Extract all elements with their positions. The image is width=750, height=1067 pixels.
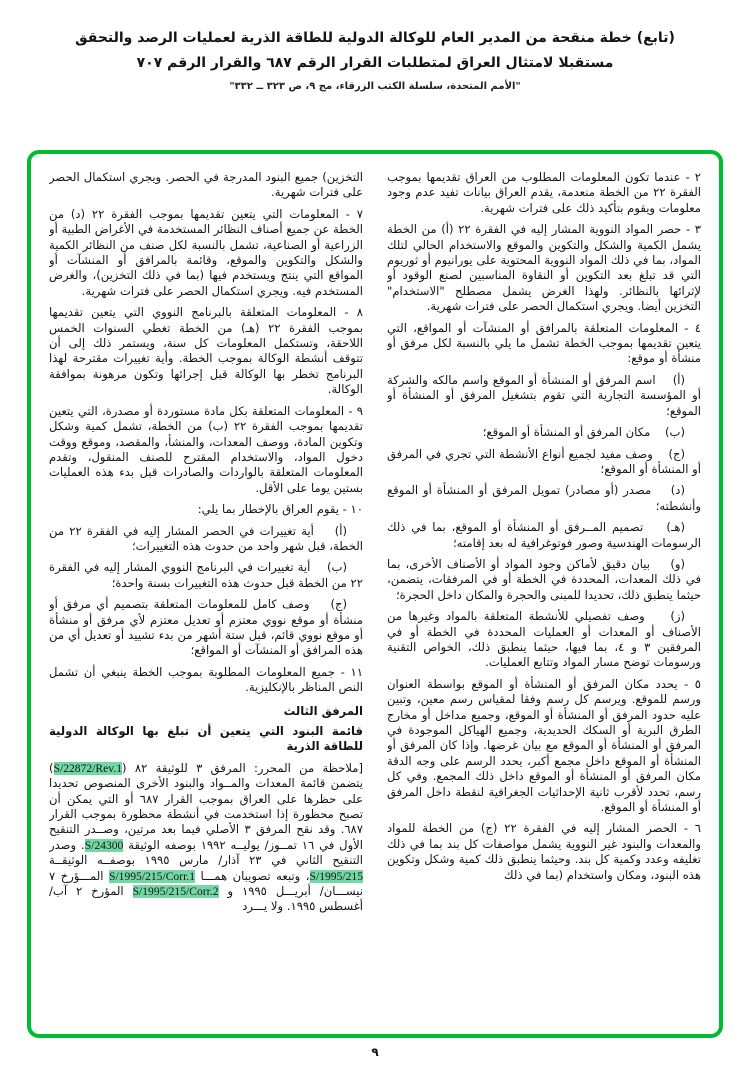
text-run: ٧ - المعلومات التي يتعين تقديمها بموجب الفقرة ٢٢ (د) من الخطة عن جميع أصناف النظائر المستخدمة في الأغراض الطبية أو الزراعية أو الصناعية، تشمل بالنسبة لكل صنف من النظائر الكمية والشكل والتكوين والموقع، وقائمة بالمرافق أو المنشآت أو المواقع التي ينتج ويستخدم فيها (بما في ذلك التخزين)، والغرض المستخدم فيه. ويجري استكمال الحصر على فترات شهرية. (49, 206, 363, 298)
document-symbol-highlight: S/1995/215 (309, 869, 363, 883)
editor-note (49, 761, 363, 915)
text-run: . وصدر التنقيح الثاني في ٢٣ آذار/ مارس ١٩٩٥ بوصفــه الوثيقــة (49, 837, 363, 868)
document-symbol-highlight: S/1995/215/Corr.2 (132, 885, 219, 899)
text-run: ٥ - يحدد مكان المرفق أو المنشأة أو الموقع بواسطة العنوان ورسم للموقع. ويرسم كل رسم وفقا لمقياس رسم معين، وتبين عليه حدود المرفق أو المنشأة أو الموقع، وجميع مداخل أو مخارج الطرق البرية أو السكك الحديدية، وجميع الهياكل الموجودة في المرفق أو المنشأة أو الموقع مع بيان غرضها. وإذا كان المرفق أو المنشأة أو الموقع داخل مجمع أكبر، يحدد الرسم على وجه الدقة مكان المرفق أو المنشأة أو الموقع داخل ذلك المجمع. وفي كل رسم، تحدد لأقرب ثانية الإحداثيات الجغرافية لنقطة داخل المرفق أو المنشأة أو الموقع. (387, 676, 701, 815)
paragraph (387, 520, 701, 551)
text-run: ٣ - حصر المواد النووية المشار إليه في الفقرة ٢٢ (أ) من الخطة يشمل الكمية والشكل والتكوين والموقع والاستخدام الحالي لتلك المواد، بما في ذلك المواد النووية المحتوية على يورانيوم أو ثوريوم التي قد تبلغ بعد التكوين أو النقاوة المناسبين لصنع الوقود أو لإثرائها بالنظائر. ولهذا الغرض يشمل مصطلح "الاستخدام" التخزين أيضا. ويجري استكمال الحصر على فترات شهرية. (387, 222, 701, 314)
header-title-line1: (تابع) خطة منقحة من المدير العام للوكالة الدولية للطاقة الذرية لعمليات الرصد والتحقق (75, 30, 675, 46)
text-run: (أ) أية تغييرات في الحصر المشار إليه في الفقرة ٢٢ من الخطة، قبل شهر واحد من حدوث هذه التغييرات؛ (49, 523, 363, 553)
paragraph (49, 597, 363, 659)
paragraph (49, 560, 363, 591)
text-run: [ملاحظة من المحرر: المرفق ٣ للوثيقة ٨٢ ( (122, 760, 363, 775)
text-run: ، وتبعه تصويبان همـــا (195, 868, 310, 883)
text-run: ٤ - المعلومات المتعلقة بالمرافق أو المنشآت أو المواقع، التي يتعين تقديمها بموجب الخطة تشمل ما يلي بالنسبة لكل مرفق أو منشأة أو موقع: (387, 320, 701, 366)
text-run: ١٠ - يقوم العراق بالإخطار بما يلي: (197, 502, 363, 517)
paragraph (387, 483, 701, 514)
paragraph (387, 557, 701, 603)
text-run: (ب) مكان المرفق أو المنشأة أو الموقع؛ (482, 425, 685, 440)
text-run: المرفق الثالث (283, 703, 363, 718)
header-source-line: "الأمم المتحدة، سلسلة الكتب الزرقاء، مج ٩، ص ٣٢٣ ــ ٣٣٢" (229, 81, 521, 92)
paragraph (387, 222, 701, 314)
text-run: ٨ - المعلومات المتعلقة بالبرنامج النووي التي يتعين تقديمها بموجب الفقرة ٢٢ (هـ) من الخطة تغطي السنوات الخمس اللاحقة، وتستكمل المعلومات كل سنة، ويستمر ذلك إلى أن تتوقف أنشطة الوكالة بموجب الخطة. وأية تغييرات مقترحة لهذا البرنامج تخطر بها الوكالة قبل إجرائها وتكون مرهونة بموافقة الوكالة. (49, 305, 363, 397)
text-run: (ب) أية تغييرات في البرنامج النووي المشار إليه في الفقرة ٢٢ من الخطة قبل حدوث هذه التغييرات بسنة واحدة؛ (49, 560, 363, 590)
paragraph (49, 502, 363, 517)
paragraph (387, 170, 701, 216)
text-run: (ج) وصف كامل للمعلومات المتعلقة بتصميم أي مرفق أو منشأة أو موقع نووي معتزم أو تعديل معتزم لأي مرفق أو منشأة أو موقع نووي قائم، قبل ستة أشهر من بدء تشييد أو تعديل أي من هذه المرافق أو المنشآت أو المواقع؛ (49, 597, 363, 658)
text-run: المؤرخ ٢ آب/ أغسطس ١٩٩٥. ولا يـــرد (49, 884, 363, 914)
column-left (49, 170, 363, 1018)
text-run: ١١ - جميع المعلومات المطلوبة بموجب الخطة ينبغي أن تشمل النص المناظر بالإنكليزية. (49, 664, 363, 695)
header-title-line2: مستقبلا لامتثال العراق لمتطلبات القرار الرقم ٦٨٧ والقرار الرقم ٧٠٧ (136, 54, 614, 71)
paragraph (387, 321, 701, 367)
paragraph (49, 207, 363, 299)
page-number: ٩ (371, 1045, 379, 1059)
document-symbol-highlight: S/22872/Rev.1 (53, 761, 123, 775)
paragraph (49, 305, 363, 397)
text-run: التخزين) جميع البنود المدرجة في الحصر. ويجري استكمال الحصر على فترات شهرية. (49, 170, 363, 200)
text-run: ٦ - الحصر المشار إليه في الفقرة ٢٢ (ج) من الخطة للمواد والمعدات والبنود غير النووية يشمل مواصفات كل بند بما في ذلك تغليفه وعدد وكمية كل بند. وحيثما ينطبق ذلك كمية وشكل وتكوين هذه البنود، ومكان واستخدام (بما في ذلك (387, 821, 701, 882)
document-symbol-highlight: S/1995/215/Corr.1 (109, 869, 195, 883)
text-run: (د) مصدر (أو مصادر) تمويل المرفق أو المنشأة أو الموقع وأنشطته؛ (387, 483, 701, 513)
paragraph (387, 609, 701, 671)
text-run: (و) بيان دقيق لأماكن وجود المواد أو الأصناف الأخرى، بما في ذلك المعدات، المحددة في الخطة أو في المرفقات، يتضمن، حيثما ينطبق ذلك، تحديدا للمبنى والحجرة والمكان داخل الحجرة؛ (387, 556, 701, 602)
annex-heading (49, 704, 363, 719)
paragraph (387, 373, 701, 419)
text-run: (هـ) تصميم المــرفق أو المنشأة أو الموقع، بما في ذلك الرسومات الهندسية وصور فوتوغرافية له بعد إقامته؛ (387, 520, 701, 550)
paragraph (387, 677, 701, 816)
annex-subheading (49, 724, 363, 755)
paragraph (49, 170, 363, 201)
text-run: (ز) وصف تفصيلي للأنشطة المتعلقة بالمواد وغيرها من الأصناف أو المعدات أو العمليات المحددة في الخطة أو في المرفقين ٣ و ٤، بما فيها، حيثما ينطبق ذلك، الخواص التقنية ورسومات توضح مسار المواد وتتابع العمليات. (387, 609, 701, 670)
text-run: (ج) وصف مفيد لجميع أنواع الأنشطة التي تجري في المرفق أو المنشأة أو الموقع؛ (387, 446, 701, 476)
text-run: (أ) اسم المرفق أو المنشأة أو الموقع واسم مالكه والشركة أو المؤسسة التجارية التي تقوم بتشغيل المرفق أو المنشأة أو الموقع؛ (387, 372, 701, 418)
text-run: ٢ - عندما تكون المعلومات المطلوب من العراق تقديمها بموجب الفقرة ٢٢ من الخطة منعدمة، يقدم العراق بيانات تفيد عدم وجود معلومات ويقوم بتأكيد ذلك على فترات شهرية. (387, 170, 701, 215)
text-run: قائمة البنود التي يتعين أن تبلغ بها الوكالة الدولية للطاقة الذرية (49, 724, 363, 754)
document-symbol-highlight: S/24300 (84, 838, 124, 852)
paragraph (49, 404, 363, 496)
text-run: المـــؤرخ ٧ نيســـان/ أبريـــل ١٩٩٥ و (49, 868, 363, 899)
text-run: ٩ - المعلومات المتعلقة بكل مادة مستوردة أو مصدرة، التي يتعين تقديمها بموجب الفقرة ٢٢ (ب) من الخطة، تشمل كمية وشكل وتكوين المادة، ووصف المعدات، والمنشأ، والمقصد، وموقع ووقت دخول المواد، والاستخدام المقترح للصنف المنقول، وتقدم المعلومات المتعلقة بالواردات والصادرات قبل بدء هذه العمليات بستين يوما على الأقل. (49, 403, 363, 495)
two-column-layout (49, 170, 701, 1018)
content-border-box (27, 150, 723, 1038)
paragraph (387, 425, 701, 440)
paragraph (387, 447, 701, 478)
paragraph (49, 524, 363, 555)
paragraph (49, 665, 363, 696)
document-header (0, 0, 750, 92)
paragraph (387, 821, 701, 883)
text-run: ) يتضمن قائمة المعدات والمــواد والبنود الأخرى المنصوص تحديدا على حظرها على العراق بموجب القرار ٦٨٧ أو التي يمكن أن تصبح محظورة إذا استخدمت في أنشطة محظورة بموجب القرار ٦٨٧. وقد نقح المرفق ٣ الأصلي فيما بعد مرتين، وصــدر التنقيح الأول في ١٦ تمــوز/ يوليــه ١٩٩٢ بوصفه الوثيقة (49, 760, 363, 852)
column-right (387, 170, 701, 1018)
